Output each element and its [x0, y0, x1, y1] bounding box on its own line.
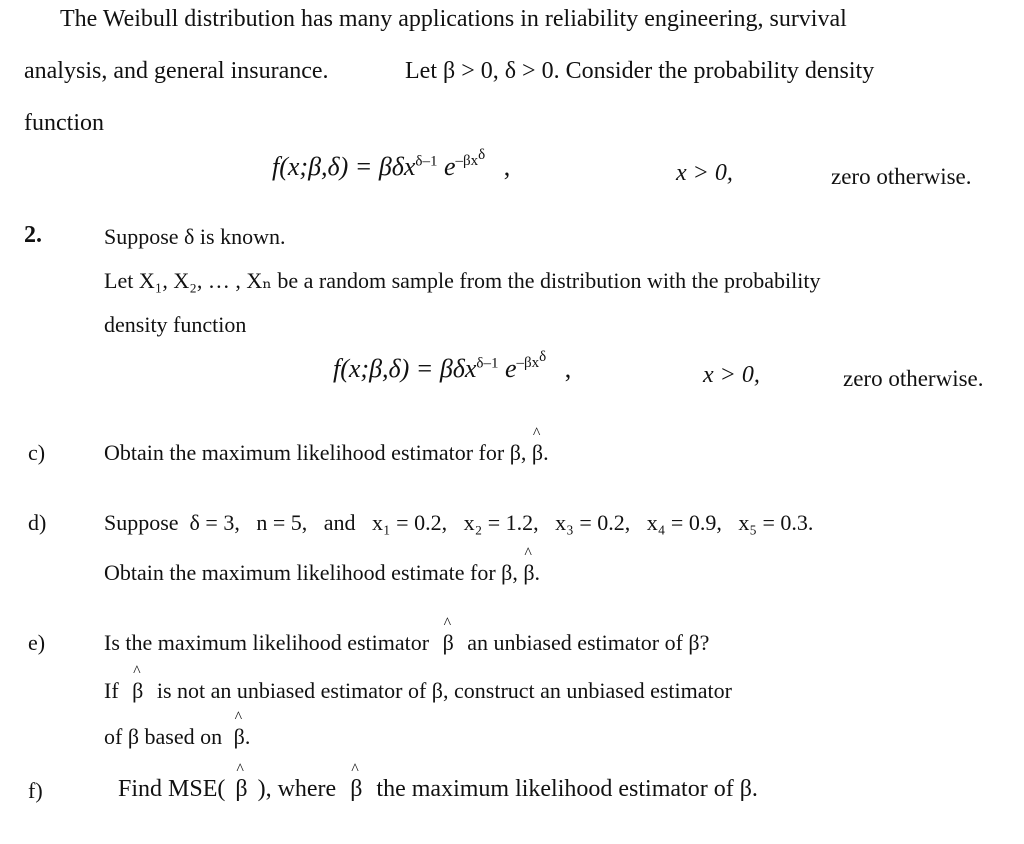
- beta-hat: ^ β: [234, 724, 245, 750]
- intro-line-1: The Weibull distribution has many applications in reliability engineering, survival: [60, 6, 847, 32]
- pdf-e-exponent: –βx: [455, 153, 479, 170]
- pdf-otherwise-2: zero otherwise.: [843, 366, 984, 391]
- item-d-label: d): [28, 510, 47, 535]
- pdf2-comma: ,: [564, 354, 572, 383]
- pdf-e: e: [443, 152, 456, 181]
- item-e-line-3: of β based on ^ β.: [104, 724, 250, 750]
- item-f-label: f): [28, 778, 43, 803]
- beta-hat: ^ β: [350, 776, 362, 803]
- pdf-condition-1: x > 0,: [676, 160, 733, 186]
- beta-hat: ^ β: [523, 560, 534, 586]
- pdf-e-exponent-delta: δ: [478, 147, 486, 164]
- beta-hat: ^ β: [132, 678, 143, 704]
- pdf2-lhs: f(x;β,δ) = βδx: [333, 354, 477, 383]
- pdf-otherwise-1: zero otherwise.: [831, 164, 972, 189]
- pdf-lhs: f(x;β,δ) = βδx: [272, 152, 416, 181]
- pdf2-e-exponent: –βx: [516, 355, 540, 372]
- item-d-line-1: Suppose δ = 3, n = 5, and x₁ = 0.2, x₂ = 1.2, x₃ = 0.2, x₄ = 0.9, x₅ = 0.3.: [104, 510, 814, 535]
- q2-line-2: Let X₁, X₂, … , Xₙ be a random sample from the distribution with the probability: [104, 268, 821, 293]
- pdf-formula-2: [333, 349, 572, 384]
- q2-line-1: Suppose δ is known.: [104, 224, 286, 249]
- item-f-text: Find MSE( ^ β ), where ^ β the maximum likelihood estimator of β.: [118, 776, 758, 803]
- item-e-line-2: If ^ β is not an unbiased estimator of β, construct an unbiased estimator: [104, 678, 732, 704]
- pdf2-e-exponent-delta: δ: [539, 349, 547, 366]
- beta-hat: ^ β: [443, 630, 454, 656]
- item-c-label: c): [28, 440, 46, 465]
- pdf2-e: e: [504, 354, 517, 383]
- intro-line-2b: Let β > 0, δ > 0. Consider the probability density: [405, 58, 875, 84]
- item-e-line-1: Is the maximum likelihood estimator ^ β an unbiased estimator of β?: [104, 630, 709, 656]
- pdf-exponent: δ–1: [415, 153, 438, 170]
- q2-line-3: density function: [104, 312, 247, 337]
- intro-line-3: function: [24, 110, 104, 136]
- intro-line-2a: analysis, and general insurance.: [24, 58, 329, 84]
- item-d-line-2: Obtain the maximum likelihood estimate for β, ^ β.: [104, 560, 540, 586]
- beta-hat: ^ β: [532, 440, 543, 466]
- pdf-comma: ,: [503, 152, 511, 181]
- pdf-formula-1: [272, 147, 511, 182]
- pdf2-exponent: δ–1: [476, 355, 499, 372]
- question-number: 2.: [24, 222, 42, 248]
- beta-hat: ^ β: [235, 776, 247, 803]
- item-e-label: e): [28, 630, 46, 655]
- pdf-condition-2: x > 0,: [703, 362, 760, 388]
- item-c-text: Obtain the maximum likelihood estimator for β, ^ β.: [104, 440, 549, 466]
